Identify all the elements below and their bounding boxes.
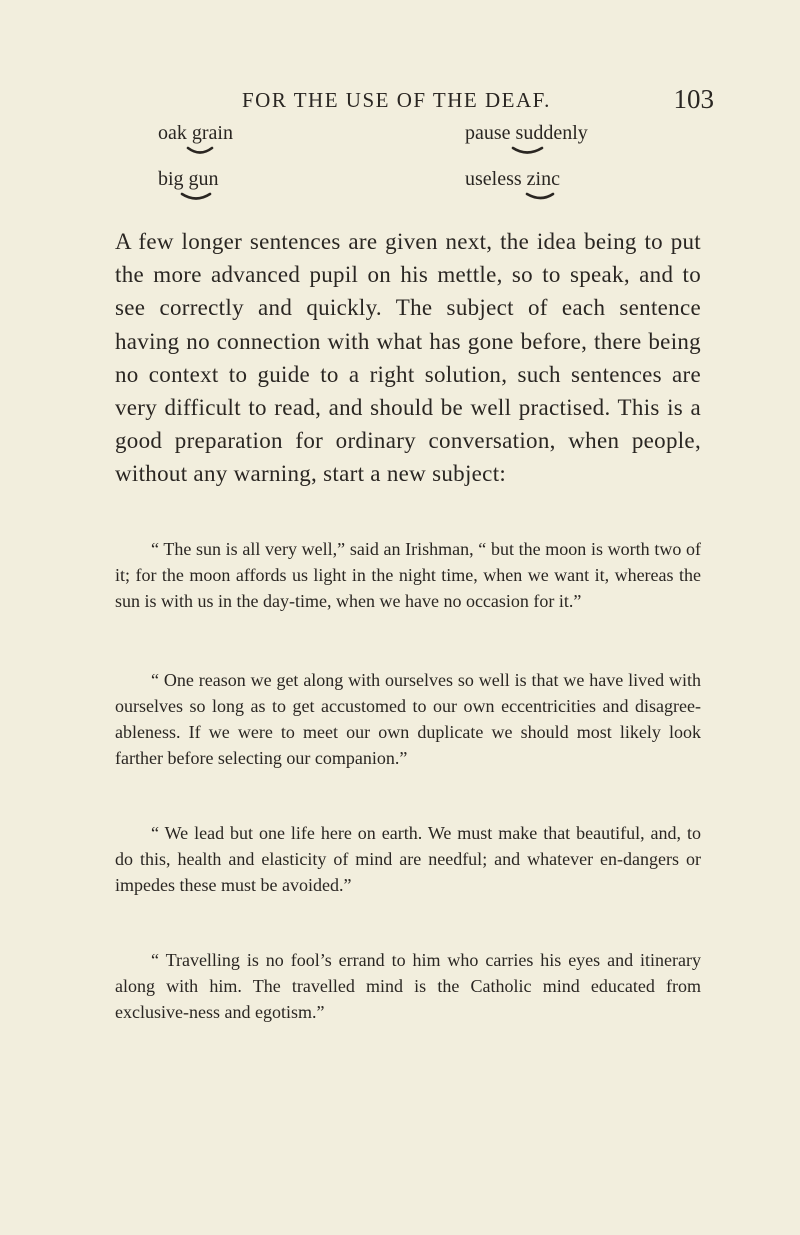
liaison-mark-icon — [465, 190, 605, 204]
word-pair — [465, 122, 588, 145]
word-pair-text: oak grain — [158, 122, 233, 144]
word-pair-text: useless zinc — [465, 168, 560, 190]
word-pair-text: pause suddenly — [465, 122, 588, 144]
word-pair — [465, 168, 560, 191]
liaison-mark-icon — [465, 144, 605, 158]
word-pair — [158, 168, 219, 191]
word-pair — [158, 122, 233, 145]
running-head — [242, 84, 714, 118]
page-number: 103 — [673, 84, 714, 114]
word-pair-text: big gun — [158, 168, 219, 190]
body-paragraph: A few longer sentences are given next, the idea being to put the more advanced pupil on his mettle, so to speak, and to see correctly and quickly. The subject of each sentence having no connection with what has gone before, there being no context to guide to a right solution, such sentences are very difficult to read, and should be well practised. This is a good preparation for ordinary conversation, when people, without any warning, start a new subject: — [115, 229, 701, 487]
liaison-mark-icon — [158, 144, 248, 158]
running-title: FOR THE USE OF THE DEAF. — [242, 88, 551, 112]
quotation-paragraph: “ We lead but one life here on earth. We must make that beautiful, and, to do this, health and elasticity of mind are needful; and whatever en-dangers or impedes these must be avoided.” — [115, 823, 701, 896]
liaison-mark-icon — [158, 190, 248, 204]
quotation-paragraph: “ Travelling is no fool’s errand to him who carries his eyes and itinerary along with him. The travelled mind is the Catholic mind educated from exclusive-ness and egotism.” — [115, 950, 701, 1023]
quotation-paragraph: “ One reason we get along with ourselves so well is that we have lived with ourselves so long as to get accustomed to our own eccentricities and disagree-ableness. If we were to meet our own duplicate we should most likely look farther before selecting our companion.” — [115, 670, 701, 769]
quotation-paragraph: “ The sun is all very well,” said an Irishman, “ but the moon is worth two of it; for the moon affords us light in the night time, when we want it, whereas the sun is with us in the day-time, when we have no occasion for it.” — [115, 539, 701, 612]
